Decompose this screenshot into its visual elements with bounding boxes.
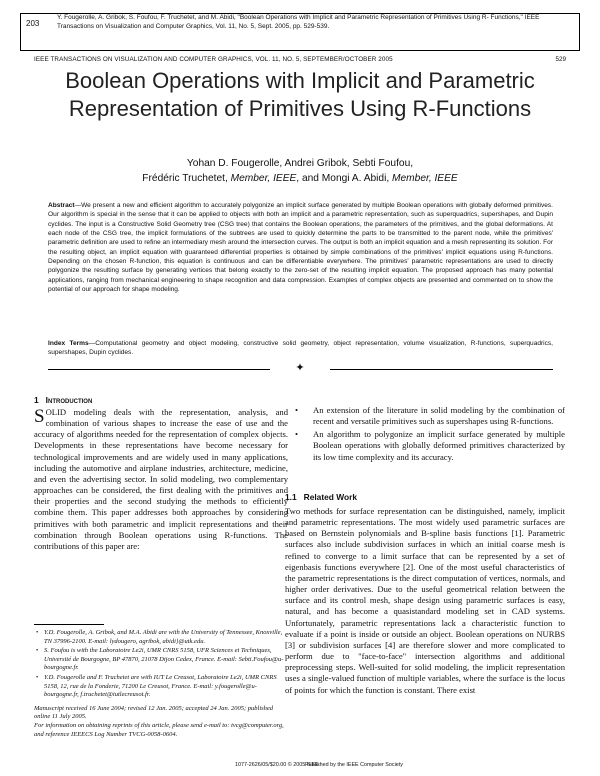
member-ieee-1: Member, IEEE [230, 173, 297, 184]
divider-rule-left [48, 369, 270, 370]
reprint-info: For information on obtaining reprints of this article, please send e-mail to: tvcg@computer.org, and reference IEEECS Log Number TVCG-0058-0604. [34, 721, 284, 738]
section-1-1-heading [285, 492, 357, 502]
journal-header: IEEE TRANSACTIONS ON VISUALIZATION AND COMPUTER GRAPHICS, VOL. 11, NO. 5, SEPTEMBER/OCTOBER 2005 [34, 56, 393, 63]
contribution-2-text: An algorithm to polygonize an implicit surface generated by multiple Boolean operations with globally deformed primitives characterized by its low time complexity and its accuracy. [313, 429, 565, 462]
list-item [285, 429, 565, 462]
index-terms-label: Index Terms [48, 340, 89, 347]
footnote-item [34, 647, 288, 673]
footnotes [34, 629, 288, 739]
section-1-title: Introduction [45, 395, 93, 405]
paper-title: Boolean Operations with Implicit and Parametric Representation of Primitives Using R-Functions [65, 68, 535, 121]
member-ieee-2: Member, IEEE [392, 173, 458, 184]
authors-line-1: Yohan D. Fougerolle, Andrei Gribok, Sebti Foufou, [186, 158, 414, 169]
bullet-icon: • [36, 629, 39, 636]
author-names-b: , and Mongi A. Abidi, [296, 173, 393, 184]
footnote-item [34, 629, 288, 646]
bullet-icon: • [36, 673, 39, 681]
bullet-icon: • [36, 647, 39, 655]
abstract-text: —We present a new and efficient algorithm to accurately polygonize an implicit surface generated by multiple Boolean operations with globally deformed primitives. Our algorithm is special in the sense that it can be applied to objects with both an implicit and a parametric representation, such as superquadrics, supershapes, and Dupin cyclides. The input is a Constructive Solid Geometry tree (CSG tree) that contains the Boolean operations, the parameters of the primitives, and the global deformations. At each node of the CSG tree, the implicit formulations of the subtrees are used to quickly determine the parts to be transmitted to the parent node, while the primitives' parametric definition are used to refine an intermediary mesh around the intersection curves. The output is both an implicit equation and a mesh representing its solution. For the resulting object, an implicit equation with guaranteed differential properties is obtained by simple combinations of the primitives' implicit equations using R-functions. Depending on the chosen R-function, this equation is continuous and can be differentiable everywhere. The primitives' parametric representations are used to directly polygonize the resulting surface by generating vertices that belong exactly to the zero-set of the resulting implicit equation. The proposed approach has many potential applications, ranging from mechanical engineering to shape recognition and data compression. Examples of complex objects are presented and commented on to show the potential of our approach for shape modeling. [48, 202, 553, 294]
footnote-2-text: S. Foufou is with the Laboratoire Le2i, UMR CNRS 5158, UFR Sciences et Techniques, Université de Bourgogne, BP 47870, 21078 Dijon Cedex, France. E-mail: Sebti.Foufou@u-bourgogne.fr. [44, 647, 284, 672]
abstract-label: Abstract [48, 202, 75, 209]
footnote-item [34, 674, 288, 700]
dropcap-letter: S [34, 406, 45, 427]
list-item [285, 405, 565, 427]
index-terms-text: —Computational geometry and object modeling, constructive solid geometry, object representation, volume visualization, R-functions, superquadrics, supershapes, Dupin cyclides. [48, 340, 553, 357]
intro-paragraph [34, 407, 288, 552]
bullet-icon: • [295, 429, 299, 440]
related-work-paragraph: Two methods for surface representation can be distinguished, namely, implicit and parametric representations. The most widely used parametric surfaces are based on Bernstein polynomials and B-spline basis functions [1]. Parametric surfaces also include subdivision surfaces in which an initial coarse mesh is refined to converge to a limit surface that can be represented by a set of eigenbasis functions everywhere [2]. One of the most useful characteristics of the parametric representations is the direct computation of vertices, normals, and higher order derivatives. Due to the useful geometrical relation between the surface and its control mesh, shape design using parametric surfaces is easy, natural, and has become a quasistandard modeling set in CAD systems. Unfortunately, parametric representations lack a characteristic function to evaluate if a point is inside or outside an object. Boolean operations on NURBS [3] or subdivision surfaces [4] are therefore slower and more complicated to perform due to "face-to-face" intersection algorithms and additional preprocessing steps. Well-suited for solid modeling, the implicit representation uses a single-valued function of multiple variables, where the surface is the locus of points for which the function is constant. There exist [285, 506, 565, 695]
copyright-footer: 1077-2626/05/$20.00 © 2005 IEEE [235, 762, 319, 768]
author-names-a: Frédéric Truchetet, [142, 173, 231, 184]
publisher-footer: Published by the IEEE Computer Society [305, 762, 403, 768]
divider-rule-right [330, 369, 553, 370]
citation-stamp-text: Y. Fougerolle, A. Gribok, S. Foufou, F. Truchetet, and M. Abidi, "Boolean Operations with Implicit and Parametric Representation of Primitives Using R- Functions," IEEE Transactions on Visualization and Computer Graphics, Vol. 11, No. 5, Sept. 2005, pp. 529-539. [57, 14, 540, 30]
page-number: 529 [555, 56, 566, 63]
contributions-list [285, 405, 565, 465]
abstract [48, 201, 553, 294]
section-1-1-number: 1.1 [285, 492, 297, 502]
section-1-heading [34, 395, 92, 405]
citation-stamp-number: 203 [26, 19, 40, 28]
footnote-1-text: Y.D. Fougerolle, A. Gribok, and M.A. Abidi are with the University of Tennessee, Knoxville, TN 37996-2100. E-mail: lydougero, agribok, abidi}@utk.edu. [44, 629, 283, 645]
footnote-rule [34, 624, 104, 625]
manuscript-dates: Manuscript received 16 June 2004; revised 12 Jan. 2005; accepted 24 Jan. 2005; published online 11 July 2005. [34, 704, 274, 721]
contribution-1-text: An extension of the literature in solid modeling by the combination of recent and versatile primitives such as supershapes using R-functions. [313, 405, 565, 427]
bullet-icon: • [295, 405, 299, 415]
authors-line-2 [34, 171, 566, 186]
section-1-number: 1 [34, 395, 39, 405]
author-block [34, 156, 566, 186]
divider-diamond-icon: ✦ [295, 362, 305, 374]
section-1-1-title: Related Work [303, 492, 358, 502]
footnote-3-text: Y.D. Fougerolle and F. Truchetet are with IUT Le Creusot, Laboratoire Le2i, UMR CNRS 5158, 12, rue de la Fonderie, 71200 Le Creusot, France. E-mail: y.fougerolle@u-bourgogne.fr, f.truchetet@iutlecreusot.fr. [44, 673, 277, 699]
index-terms [48, 339, 553, 358]
intro-paragraph-text: OLID modeling deals with the representation, analysis, and combination of various shapes to increase the ease of use and the accuracy of algorithms needed for the representation of complex objects. Developments in these representations have become necessary for technological improvements and are widely used in many applications, including the automotive and airplane industries, architecture, medicine, and even the advertising sector. In solid modeling, two complementary approaches can be considered, the first dealing with the primitives and their properties and the second studying the methods to efficiently combine them. This paper addresses both approaches by considering primitives with both parametric and implicit representations and their combination through Boolean operations using R-functions. The contributions of this paper are: [34, 407, 288, 551]
